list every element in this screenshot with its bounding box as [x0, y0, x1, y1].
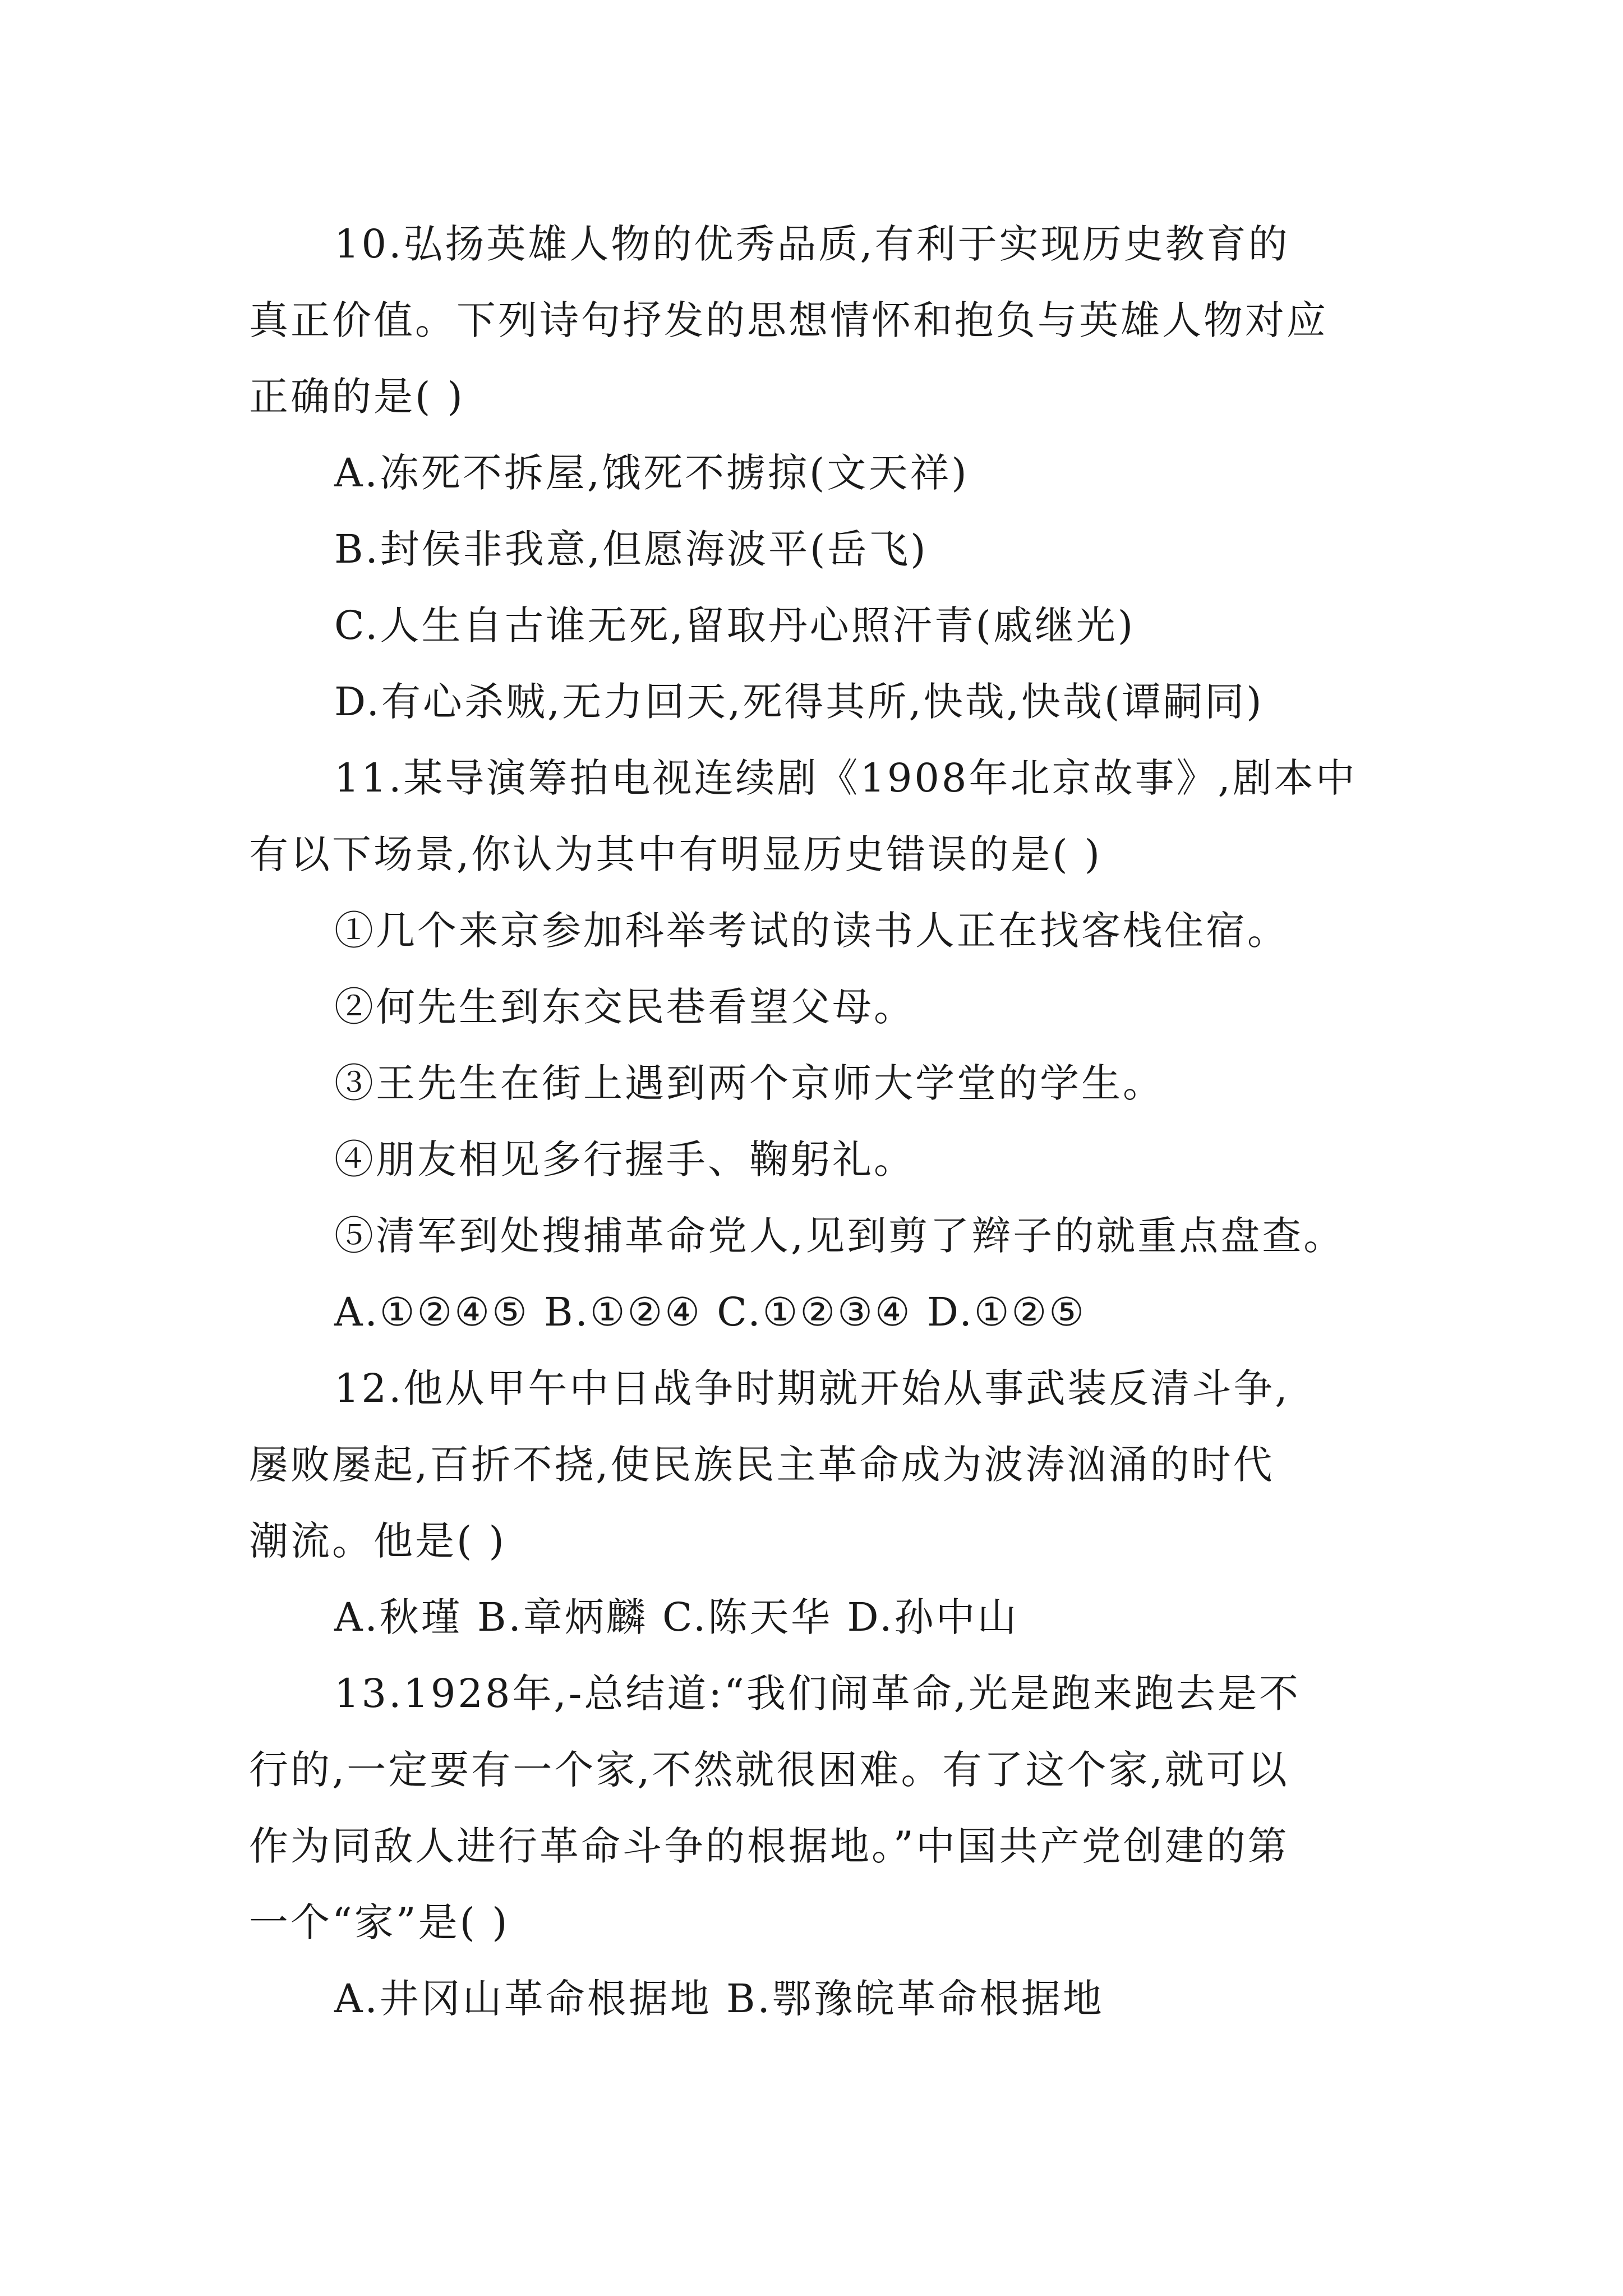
q13-line-1: 13.1928年,-总结道:“我们闹革命,光是跑来跑去是不: [334, 1671, 1301, 1717]
q10-line-2: 真正价值。下列诗句抒发的思想情怀和抱负与英雄人物对应: [249, 297, 1328, 343]
q12-line-3: 潮流。他是( ): [249, 1518, 506, 1564]
q10-option-c: C.人生自古谁无死,留取丹心照汗青(戚继光): [334, 602, 1136, 648]
q13-line-2: 行的,一定要有一个家,不然就很困难。有了这个家,就可以: [249, 1747, 1289, 1793]
q13-options: A.井冈山革命根据地 B.鄂豫皖革命根据地: [334, 1976, 1104, 2022]
q11-item-4: ④朋友相见多行握手、鞠躬礼。: [334, 1137, 915, 1182]
q12-line-1: 12.他从甲午中日战争时期就开始从事武装反清斗争,: [334, 1365, 1290, 1411]
q11-options: A.①②④⑤ B.①②④ C.①②③④ D.①②⑤: [334, 1289, 1086, 1335]
q10-option-a: A.冻死不拆屋,饿死不掳掠(文天祥): [334, 450, 969, 496]
q13-line-4: 一个“家”是( ): [249, 1899, 510, 1945]
q11-line-2: 有以下场景,你认为其中有明显历史错误的是( ): [249, 831, 1103, 877]
q11-item-5: ⑤清军到处搜捕革命党人,见到剪了辫子的就重点盘查。: [334, 1213, 1345, 1259]
q10-option-d: D.有心杀贼,无力回天,死得其所,快哉,快哉(谭嗣同): [334, 679, 1264, 725]
q12-options: A.秋瑾 B.章炳麟 C.陈天华 D.孙中山: [334, 1594, 1019, 1640]
q11-line-1: 11.某导演筹拍电视连续剧《1908年北京故事》,剧本中: [334, 755, 1357, 801]
q13-line-3: 作为同敌人进行革命斗争的根据地。”中国共产党创建的第: [249, 1823, 1289, 1869]
q11-item-1: ①几个来京参加科举考试的读书人正在找客栈住宿。: [334, 908, 1289, 954]
q10-option-b: B.封侯非我意,但愿海波平(岳飞): [334, 526, 928, 572]
q12-line-2: 屡败屡起,百折不挠,使民族民主革命成为波涛汹涌的时代: [249, 1442, 1275, 1488]
q10-line-3: 正确的是( ): [249, 374, 465, 420]
q10-line-1: 10.弘扬英雄人物的优秀品质,有利于实现历史教育的: [334, 221, 1290, 267]
q11-item-3: ③王先生在街上遇到两个京师大学堂的学生。: [334, 1060, 1164, 1106]
q11-item-2: ②何先生到东交民巷看望父母。: [334, 984, 915, 1030]
